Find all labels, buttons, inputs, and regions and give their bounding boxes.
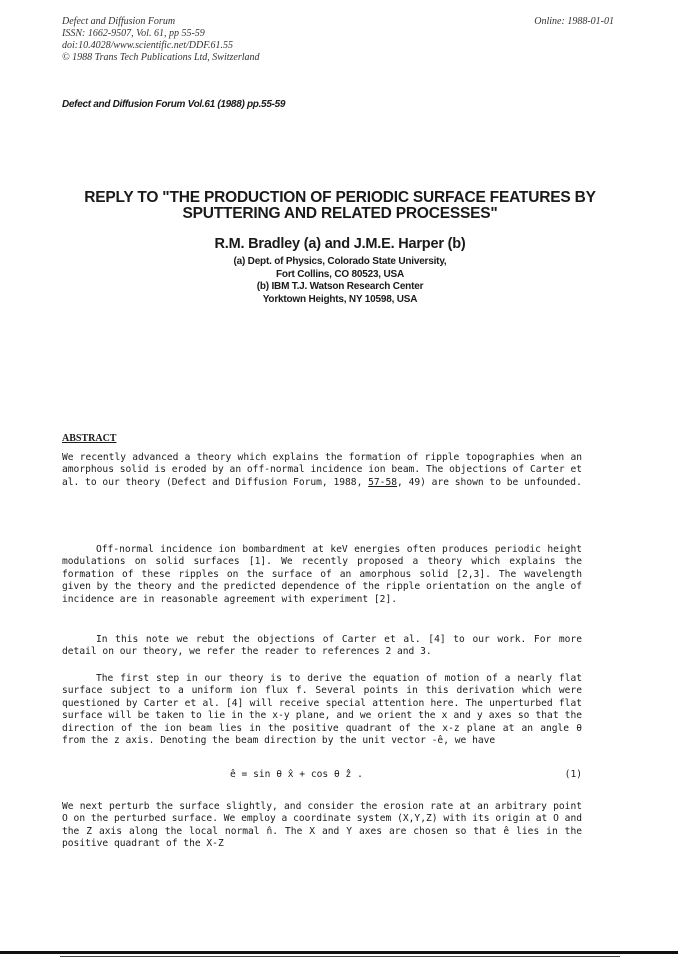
affiliation-line: Fort Collins, CO 80523, USA: [276, 268, 404, 280]
body-paragraph-4: [62, 801, 582, 851]
body-paragraph-3: [62, 673, 582, 747]
affiliation-line: (b) IBM T.J. Watson Research Center: [256, 281, 424, 292]
abstract-text-part: We recently advanced a theory which explains the formation of ripple topographies when an amorphous solid is eroded by an off-normal incidence ion beam. The objections of Carter et al. to our theory (Defect and Diffusion Forum, 1988,: [62, 452, 582, 488]
paragraph-text: We next perturb the surface slightly, and consider the erosion rate at an arbitrary point O on the perturbed surface. We employ a coordinate system (X,Y,Z) with its origin at O and the Z axis along the local normal n̂. The X and Y axes are chosen so that ê lies in the positive quadrant of the X-Z: [62, 801, 582, 850]
author-list: R.M. Bradley (a) and J.M.E. Harper (b): [214, 236, 466, 252]
doi-line[interactable]: doi:10.4028/www.scientific.net/DDF.61.55: [62, 40, 234, 51]
equation-expression: ê = sin θ x̂ + cos θ ẑ .: [230, 769, 363, 780]
journal-name: Defect and Diffusion Forum: [62, 16, 176, 27]
page-bottom-rule-thin: [60, 956, 620, 957]
paragraph-text: The first step in our theory is to derive the equation of motion of a nearly flat surface subject to a uniform ion flux f. Several points in this derivation which were questioned by Carter et al. [4] will receive special attention here. The unperturbed flat surface will be taken to lie in the x-y plane, and we orient the x and y axes so that the direction of the ion beam lies in the positive quadrant of the x-z plane at an angle θ from the z axis. Denoting the beam direction by the unit vector -ê, we have: [62, 673, 582, 747]
issn-line: ISSN: 1662-9507, Vol. 61, pp 55-59: [62, 28, 205, 39]
affiliation-line: (a) Dept. of Physics, Colorado State University,: [233, 256, 447, 267]
abstract-text-part: , 49) are shown to be unfounded.: [397, 476, 582, 488]
paragraph-text: Off-normal incidence ion bombardment at keV energies often produces periodic height modulations on solid surfaces [1]. We recently proposed a theory which explains the formation of these ripples on the surface of an amorphous solid [2,3]. The wavelength given by the theory and the predicted dependence of the ripple orientation on the angle of incidence are in reasonable agreement with experiment [2].: [62, 544, 582, 605]
body-paragraph-2: [62, 634, 582, 659]
affiliation-line: Yorktown Heights, NY 10598, USA: [262, 293, 418, 305]
equation-number: (1): [564, 769, 582, 780]
abstract-pages: 57-58: [368, 476, 398, 488]
copyright-line: © 1988 Trans Tech Publications Ltd, Switzerland: [62, 52, 260, 63]
page-bottom-rule: [0, 951, 678, 954]
paragraph-text: In this note we rebut the objections of Carter et al. [4] to our work. For more detail on our theory, we refer the reader to references 2 and 3.: [62, 634, 582, 658]
paper-title: [40, 190, 640, 222]
abstract-text: [62, 452, 582, 489]
body-paragraph-1: [62, 544, 582, 606]
online-date: Online: 1988-01-01: [534, 16, 614, 27]
affiliations: [40, 256, 640, 306]
abstract-heading: ABSTRACT: [62, 433, 117, 444]
title-line-2: SPUTTERING AND RELATED PROCESSES": [182, 205, 498, 222]
citation-line: Defect and Diffusion Forum Vol.61 (1988) pp.55-59: [62, 99, 286, 110]
journal-header: [62, 16, 260, 64]
title-line-1: REPLY TO "THE PRODUCTION OF PERIODIC SURFACE FEATURES BY: [84, 189, 596, 206]
